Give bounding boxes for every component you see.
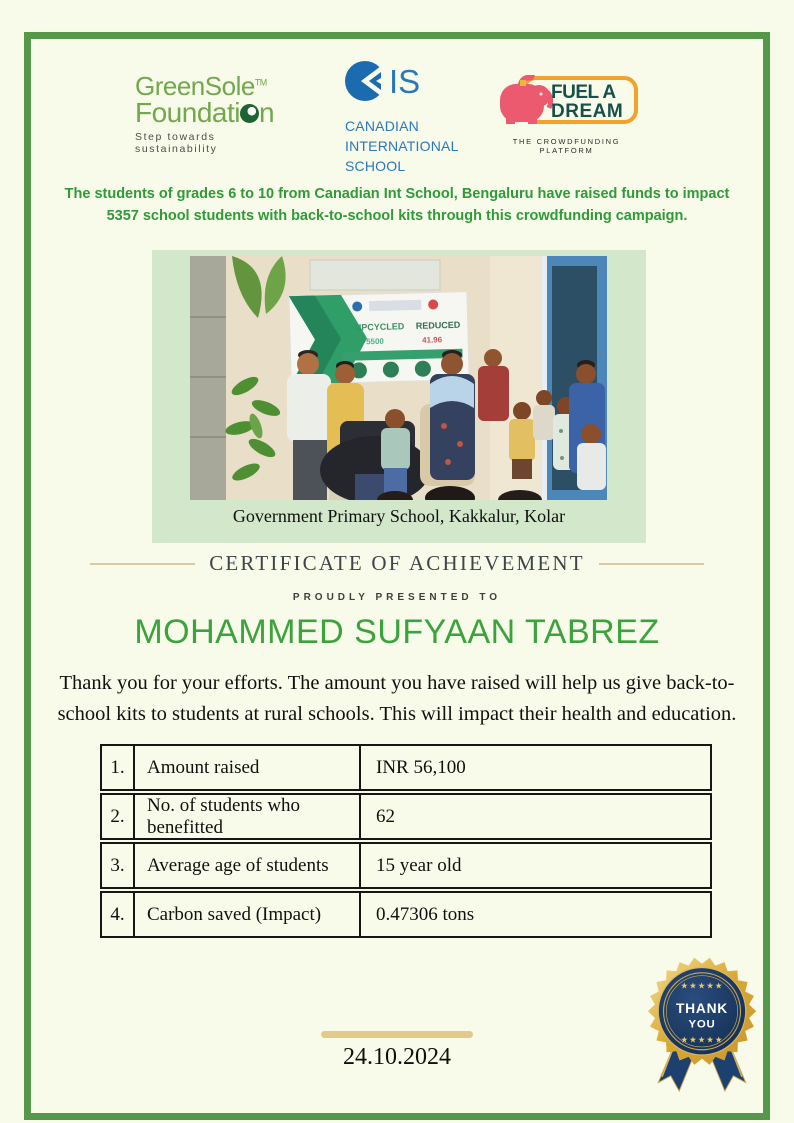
statement-line-2: 5357 school students with back-to-school kits through this crowdfunding campaign. [106,207,688,224]
badge-you: YOU [688,1018,716,1031]
fad-line1: FUEL A [551,82,616,103]
statement-line-1: The students of grades 6 to 10 from Canadian Int School, Bengaluru have raised funds to impact [64,186,730,202]
greensole-tagline: Step towards sustainability [135,131,218,156]
row-label: Amount raised [135,746,361,789]
table-row-3 [100,842,712,889]
stars-top: ★★★★★ [680,980,724,991]
cis-wordmark [345,117,465,177]
cis-line-canadian: CANADIAN [345,118,419,134]
fad-line2: DREAM [551,101,624,122]
certificate-title: CERTIFICATE OF ACHIEVEMENT [209,551,585,575]
date-underline [321,1031,473,1038]
row-label: Carbon saved (Impact) [135,893,361,936]
foundation-text-left: Foundati [135,97,240,129]
row-number: 4. [102,893,135,936]
canadian-international-school-logo [345,60,465,177]
heading-rule-left [90,563,195,565]
certificate-heading-row [0,551,794,576]
fuel-a-dream-icon [494,68,639,130]
row-number: 2. [102,795,135,838]
banner-reduced-value: 41.96 [422,335,443,345]
cis-circle-icon [345,60,425,104]
thank-you-badge [645,956,759,1096]
heading-rule-right [599,563,704,565]
cis-abbr: IS [389,63,421,100]
photo-panel [152,250,646,543]
impact-table [100,744,712,940]
row-label: No. of students who benefitted [135,795,361,838]
fad-tagline: THE CROWDFUNDING PLATFORM [512,137,621,155]
foundation-text-right: n [258,97,275,129]
row-value: INR 56,100 [376,756,466,778]
banner-upcycled-label: UPCYCLED [354,321,405,333]
stars-bottom: ★★★★★ [680,1034,724,1045]
cis-line-international: INTERNATIONAL [345,137,459,154]
campaign-statement [42,184,752,228]
message-line-1: Thank you for your efforts. The amount you have raised will help us give back-to- [59,672,735,694]
fuel-a-dream-logo [494,68,639,155]
recipient-name: MOHAMMED SUFYAAN TABREZ [134,613,660,651]
table-row-4 [100,891,712,938]
banner-upcycled-value: 5500 [366,336,385,347]
badge-thank: THANK [676,1001,728,1017]
row-value: 15 year old [376,854,462,876]
greensole-foundation-word [135,99,295,127]
banner-reduced-label: REDUCED [415,319,461,331]
table-row-2 [100,793,712,840]
presented-to-label: PROUDLY PRESENTED TO [292,592,502,603]
footprint-icon [240,104,259,123]
row-value: 0.47306 tons [376,903,475,925]
message-line-2: school kits to students at rural schools. This will impact their health and education. [57,703,737,726]
school-photo-illustration [190,256,607,500]
greensole-wordmark [135,71,295,101]
table-row-1 [100,744,712,791]
row-label: Average age of students [135,844,361,887]
row-number: 3. [102,844,135,887]
date: 24.10.2024 [343,1044,451,1070]
thank-you-message [0,668,794,730]
row-number: 1. [102,746,135,789]
greensole-name: GreenSole [135,71,255,101]
row-value: 62 [376,805,395,827]
photo-caption: Government Primary School, Kakkalur, Kolar [232,506,566,526]
greensole-foundation-logo [135,71,295,156]
trademark-symbol: TM [254,77,267,88]
cis-line-school: SCHOOL [345,157,406,174]
